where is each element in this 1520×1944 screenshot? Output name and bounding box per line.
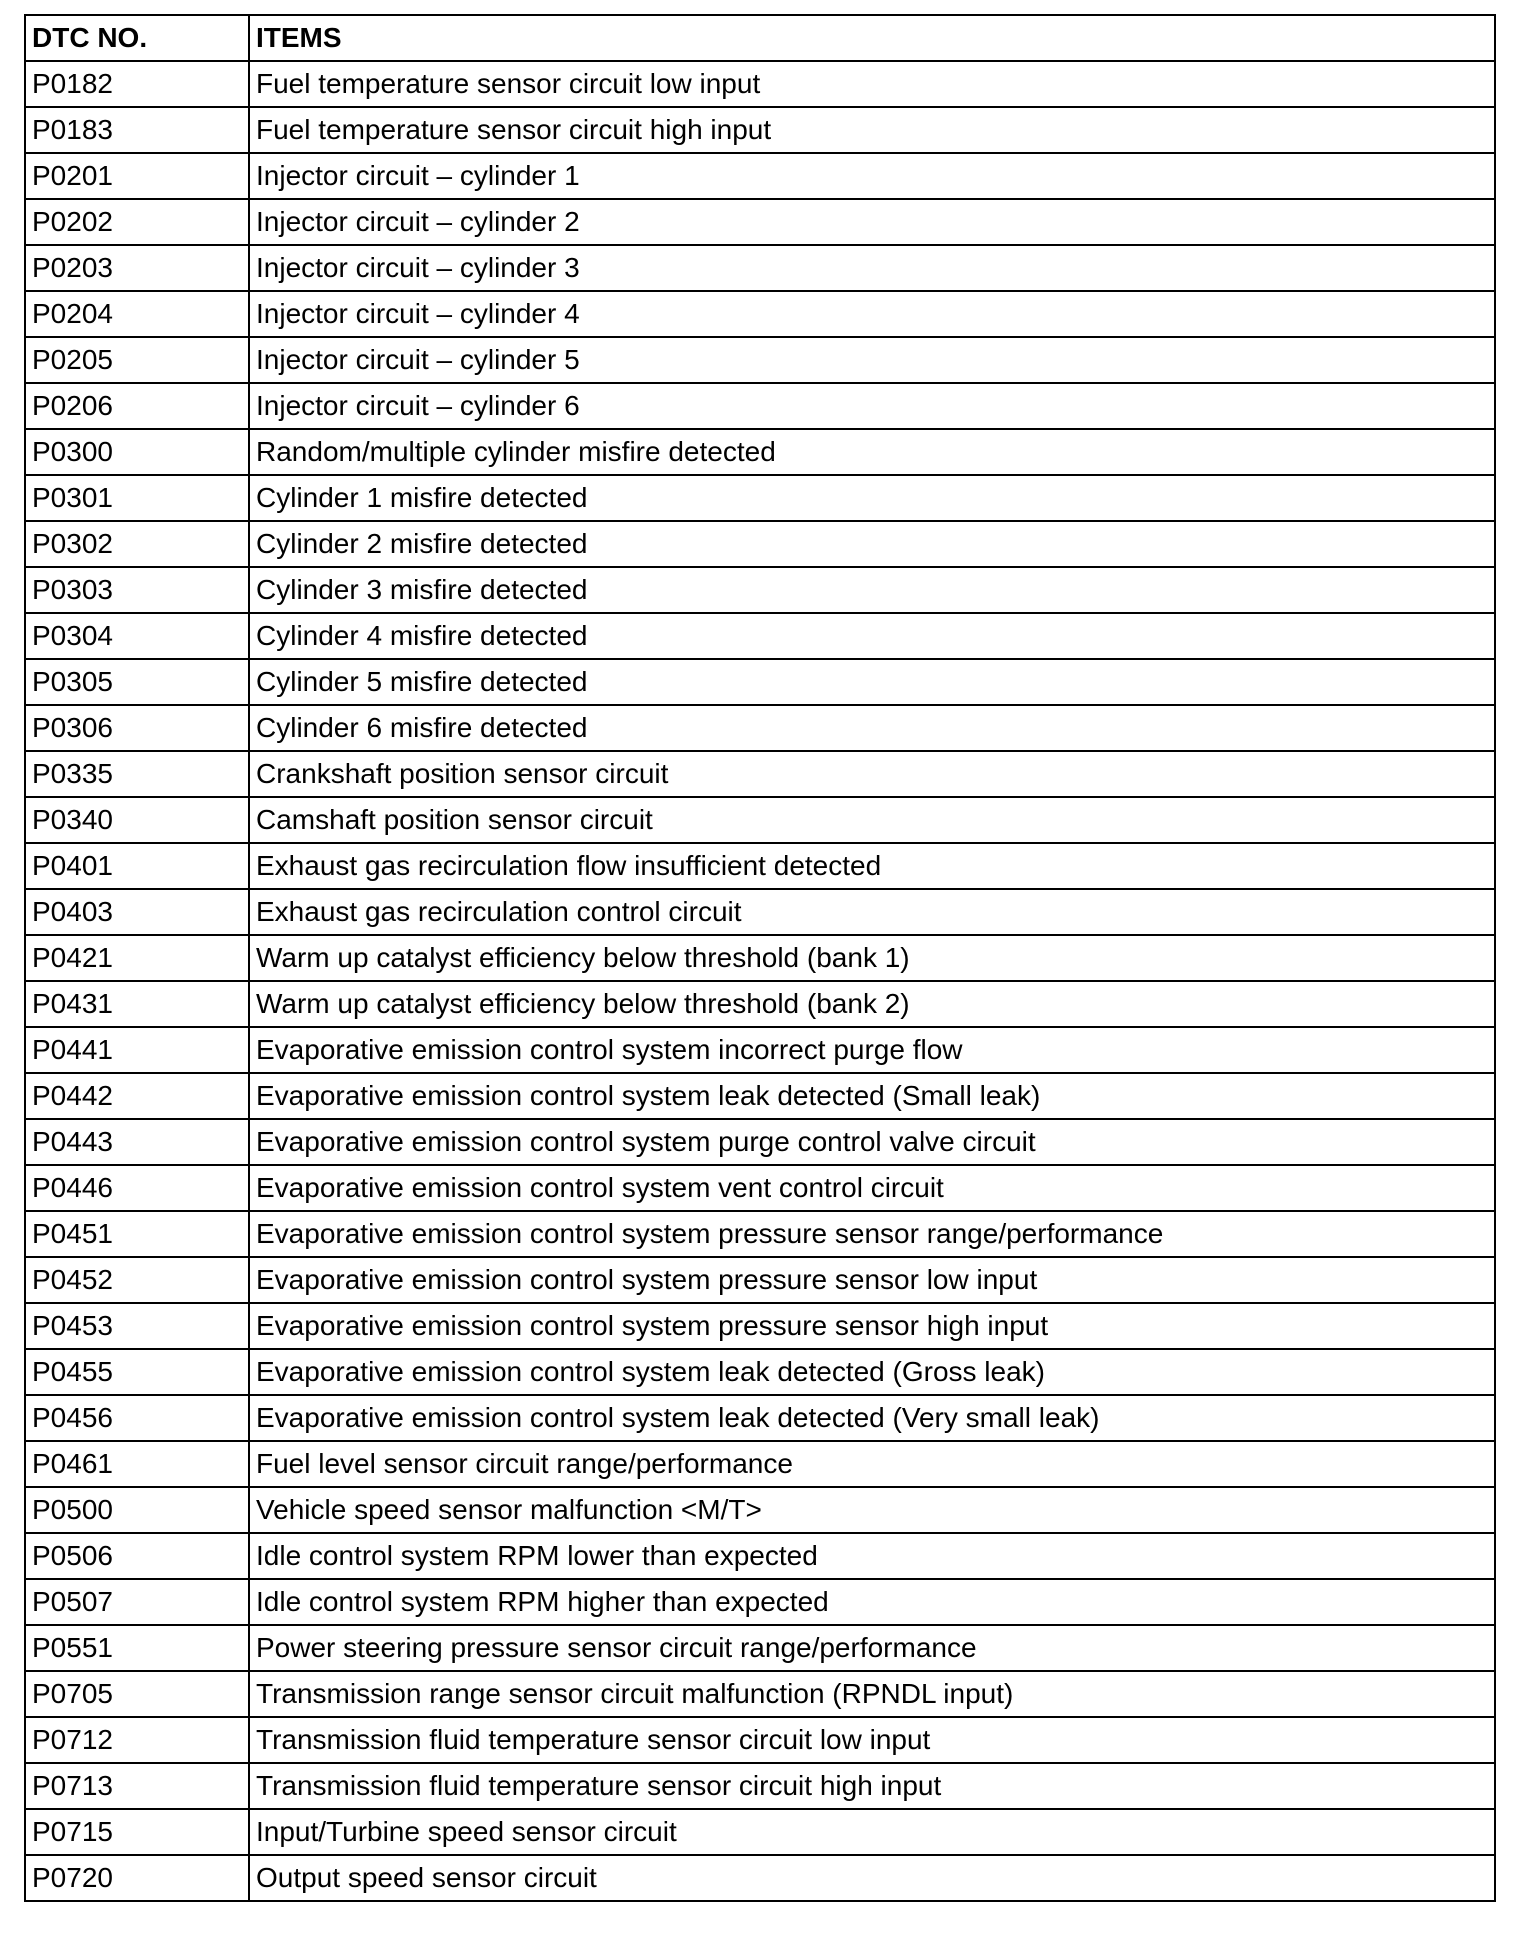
table-row [25, 475, 1495, 521]
dtc-code-cell: P0421 [25, 935, 249, 981]
dtc-code-cell: P0301 [25, 475, 249, 521]
table-row [25, 1763, 1495, 1809]
dtc-item-cell: Evaporative emission control system incorrect purge flow [249, 1027, 1495, 1073]
dtc-code-cell: P0401 [25, 843, 249, 889]
dtc-code-cell: P0306 [25, 705, 249, 751]
dtc-code-cell: P0713 [25, 1763, 249, 1809]
table-row [25, 521, 1495, 567]
dtc-code-cell: P0506 [25, 1533, 249, 1579]
dtc-code-cell: P0453 [25, 1303, 249, 1349]
table-row [25, 1809, 1495, 1855]
table-row [25, 889, 1495, 935]
table-row [25, 1533, 1495, 1579]
table-row [25, 1257, 1495, 1303]
table-row [25, 1119, 1495, 1165]
table-row [25, 981, 1495, 1027]
dtc-code-cell: P0551 [25, 1625, 249, 1671]
dtc-item-cell: Cylinder 4 misfire detected [249, 613, 1495, 659]
dtc-code-cell: P0300 [25, 429, 249, 475]
dtc-item-cell: Crankshaft position sensor circuit [249, 751, 1495, 797]
table-row [25, 153, 1495, 199]
table-row [25, 843, 1495, 889]
table-row [25, 1303, 1495, 1349]
dtc-item-cell: Injector circuit – cylinder 2 [249, 199, 1495, 245]
dtc-code-cell: P0201 [25, 153, 249, 199]
dtc-code-cell: P0500 [25, 1487, 249, 1533]
table-row [25, 1349, 1495, 1395]
dtc-code-cell: P0507 [25, 1579, 249, 1625]
dtc-item-cell: Transmission range sensor circuit malfunction (RPNDL input) [249, 1671, 1495, 1717]
dtc-code-cell: P0204 [25, 291, 249, 337]
table-row [25, 199, 1495, 245]
table-row [25, 1671, 1495, 1717]
table-row [25, 1855, 1495, 1901]
dtc-code-cell: P0443 [25, 1119, 249, 1165]
dtc-item-cell: Transmission fluid temperature sensor circuit high input [249, 1763, 1495, 1809]
table-row [25, 1579, 1495, 1625]
table-row [25, 1487, 1495, 1533]
table-row [25, 1717, 1495, 1763]
dtc-item-cell: Evaporative emission control system purge control valve circuit [249, 1119, 1495, 1165]
table-row [25, 107, 1495, 153]
header-items: ITEMS [249, 15, 1495, 61]
table-row [25, 337, 1495, 383]
dtc-item-cell: Fuel temperature sensor circuit high input [249, 107, 1495, 153]
table-row [25, 1441, 1495, 1487]
dtc-code-cell: P0461 [25, 1441, 249, 1487]
dtc-item-cell: Cylinder 2 misfire detected [249, 521, 1495, 567]
dtc-code-cell: P0720 [25, 1855, 249, 1901]
dtc-code-cell: P0446 [25, 1165, 249, 1211]
table-body [25, 61, 1495, 1901]
dtc-code-cell: P0335 [25, 751, 249, 797]
table-row [25, 1211, 1495, 1257]
dtc-code-cell: P0455 [25, 1349, 249, 1395]
dtc-item-cell: Idle control system RPM higher than expected [249, 1579, 1495, 1625]
dtc-code-cell: P0340 [25, 797, 249, 843]
dtc-code-cell: P0205 [25, 337, 249, 383]
dtc-item-cell: Fuel temperature sensor circuit low input [249, 61, 1495, 107]
dtc-code-cell: P0712 [25, 1717, 249, 1763]
dtc-item-cell: Transmission fluid temperature sensor circuit low input [249, 1717, 1495, 1763]
dtc-item-cell: Evaporative emission control system pressure sensor range/performance [249, 1211, 1495, 1257]
dtc-code-cell: P0452 [25, 1257, 249, 1303]
dtc-item-cell: Evaporative emission control system leak detected (Very small leak) [249, 1395, 1495, 1441]
dtc-item-cell: Random/multiple cylinder misfire detected [249, 429, 1495, 475]
dtc-item-cell: Evaporative emission control system leak detected (Gross leak) [249, 1349, 1495, 1395]
table-row [25, 1165, 1495, 1211]
dtc-code-cell: P0403 [25, 889, 249, 935]
dtc-item-cell: Cylinder 6 misfire detected [249, 705, 1495, 751]
dtc-code-cell: P0451 [25, 1211, 249, 1257]
dtc-item-cell: Power steering pressure sensor circuit range/performance [249, 1625, 1495, 1671]
table-row [25, 429, 1495, 475]
table-row [25, 1027, 1495, 1073]
dtc-item-cell: Cylinder 1 misfire detected [249, 475, 1495, 521]
dtc-code-cell: P0302 [25, 521, 249, 567]
dtc-item-cell: Cylinder 5 misfire detected [249, 659, 1495, 705]
table-row [25, 1073, 1495, 1119]
dtc-item-cell: Evaporative emission control system leak detected (Small leak) [249, 1073, 1495, 1119]
dtc-code-cell: P0441 [25, 1027, 249, 1073]
dtc-code-cell: P0705 [25, 1671, 249, 1717]
dtc-code-cell: P0715 [25, 1809, 249, 1855]
dtc-code-cell: P0442 [25, 1073, 249, 1119]
table-row [25, 567, 1495, 613]
table-row [25, 383, 1495, 429]
dtc-item-cell: Evaporative emission control system vent control circuit [249, 1165, 1495, 1211]
dtc-item-cell: Input/Turbine speed sensor circuit [249, 1809, 1495, 1855]
dtc-item-cell: Injector circuit – cylinder 6 [249, 383, 1495, 429]
dtc-code-cell: P0456 [25, 1395, 249, 1441]
dtc-item-cell: Injector circuit – cylinder 3 [249, 245, 1495, 291]
dtc-item-cell: Evaporative emission control system pressure sensor high input [249, 1303, 1495, 1349]
dtc-item-cell: Cylinder 3 misfire detected [249, 567, 1495, 613]
dtc-item-cell: Fuel level sensor circuit range/performance [249, 1441, 1495, 1487]
dtc-item-cell: Injector circuit – cylinder 5 [249, 337, 1495, 383]
table-row [25, 659, 1495, 705]
dtc-item-cell: Warm up catalyst efficiency below threshold (bank 1) [249, 935, 1495, 981]
table-row [25, 935, 1495, 981]
dtc-item-cell: Camshaft position sensor circuit [249, 797, 1495, 843]
table-row [25, 61, 1495, 107]
dtc-item-cell: Injector circuit – cylinder 4 [249, 291, 1495, 337]
table-row [25, 751, 1495, 797]
dtc-item-cell: Exhaust gas recirculation flow insufficient detected [249, 843, 1495, 889]
dtc-code-cell: P0206 [25, 383, 249, 429]
dtc-code-cell: P0203 [25, 245, 249, 291]
table-row [25, 245, 1495, 291]
table-row [25, 1395, 1495, 1441]
dtc-item-cell: Vehicle speed sensor malfunction <M/T> [249, 1487, 1495, 1533]
dtc-code-cell: P0182 [25, 61, 249, 107]
table-row [25, 705, 1495, 751]
dtc-code-cell: P0304 [25, 613, 249, 659]
header-dtc-no: DTC NO. [25, 15, 249, 61]
dtc-item-cell: Evaporative emission control system pressure sensor low input [249, 1257, 1495, 1303]
table-row [25, 1625, 1495, 1671]
table-row [25, 291, 1495, 337]
dtc-item-cell: Warm up catalyst efficiency below threshold (bank 2) [249, 981, 1495, 1027]
dtc-item-cell: Injector circuit – cylinder 1 [249, 153, 1495, 199]
dtc-item-cell: Output speed sensor circuit [249, 1855, 1495, 1901]
table-row [25, 797, 1495, 843]
dtc-item-cell: Exhaust gas recirculation control circuit [249, 889, 1495, 935]
dtc-code-cell: P0303 [25, 567, 249, 613]
table-row [25, 613, 1495, 659]
dtc-code-cell: P0202 [25, 199, 249, 245]
dtc-code-cell: P0431 [25, 981, 249, 1027]
dtc-item-cell: Idle control system RPM lower than expected [249, 1533, 1495, 1579]
table-header-row [25, 15, 1495, 61]
dtc-table [24, 14, 1496, 1902]
dtc-code-cell: P0183 [25, 107, 249, 153]
dtc-code-cell: P0305 [25, 659, 249, 705]
